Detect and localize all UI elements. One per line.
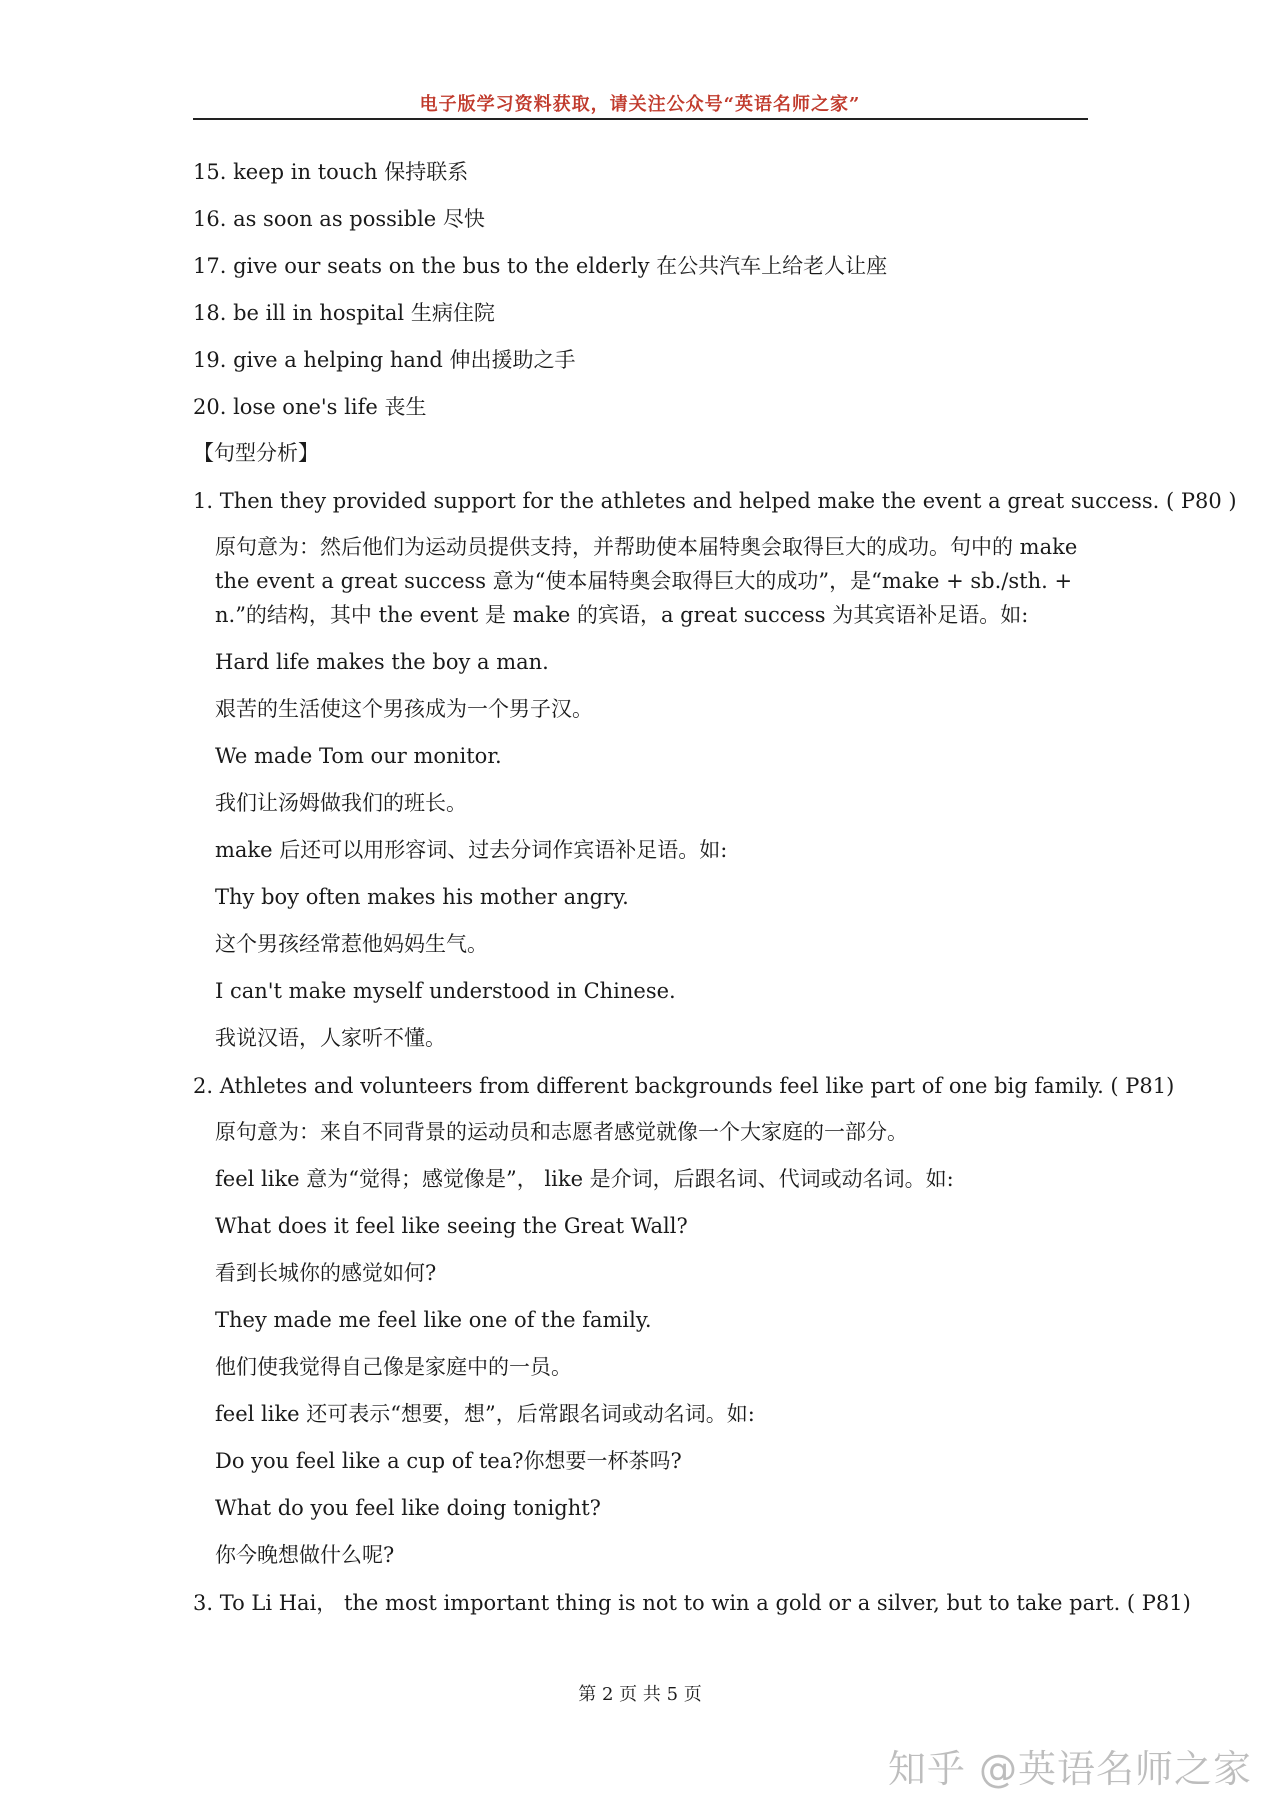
page-header-notice: 电子版学习资料获取，请关注公众号“英语名师之家”	[419, 94, 861, 115]
example-en: I can't make myself understood in Chinese.	[215, 979, 676, 1003]
phrase-item: 20. lose one's life 丧生	[193, 395, 427, 419]
phrase-item: 17. give our seats on the bus to the elderly 在公共汽车上给老人让座	[193, 254, 888, 278]
sentence-2-explanation: 原句意为：来自不同背景的运动员和志愿者感觉就像一个大家庭的一部分。	[215, 1120, 908, 1144]
phrase-item: 18. be ill in hospital 生病住院	[193, 301, 495, 325]
sentence-1-explanation: 原句意为：然后他们为运动员提供支持，并帮助使本届特奥会取得巨大的成功。句中的 make the event a great success 意为“使本届特奥会取得巨大的成功”，是“make + sb./sth. + n.”的结构，其中 the event 是 make 的宾语，a great success 为其宾语补足语。如:	[215, 535, 1078, 627]
example-zh: 我们让汤姆做我们的班长。	[215, 791, 467, 815]
example-en: They made me feel like one of the family.	[215, 1308, 652, 1332]
sentence-1: 1. Then they provided support for the athletes and helped make the event a great success. ( P80 )	[193, 489, 1237, 513]
section-title: 【句型分析】	[193, 441, 319, 465]
grammar-note: feel like 意为“觉得；感觉像是”， like 是介词，后跟名词、代词或动名词。如:	[215, 1167, 954, 1191]
example-zh: 我说汉语，人家听不懂。	[215, 1026, 446, 1050]
grammar-note: feel like 还可表示“想要，想”，后常跟名词或动名词。如:	[215, 1402, 755, 1426]
phrase-item: 15. keep in touch 保持联系	[193, 160, 469, 184]
example-en: Thy boy often makes his mother angry.	[215, 885, 629, 909]
example-en: We made Tom our monitor.	[215, 744, 502, 768]
example-en: What does it feel like seeing the Great Wall?	[215, 1214, 688, 1238]
example-mixed: Do you feel like a cup of tea?你想要一杯茶吗?	[215, 1449, 682, 1473]
grammar-note: make 后还可以用形容词、过去分词作宾语补足语。如:	[215, 838, 728, 862]
page-number: 第 2 页 共 5 页	[578, 1684, 702, 1705]
example-zh: 看到长城你的感觉如何?	[215, 1261, 437, 1285]
example-zh: 你今晚想做什么呢?	[215, 1543, 395, 1567]
phrase-item: 16. as soon as possible 尽快	[193, 207, 485, 231]
example-en: Hard life makes the boy a man.	[215, 650, 549, 674]
example-zh: 他们使我觉得自己像是家庭中的一员。	[215, 1355, 572, 1379]
example-en: What do you feel like doing tonight?	[215, 1496, 601, 1520]
header-divider	[193, 118, 1088, 120]
example-zh: 这个男孩经常惹他妈妈生气。	[215, 932, 488, 956]
zhihu-watermark: 知乎 @英语名师之家	[887, 1747, 1252, 1791]
sentence-3: 3. To Li Hai， the most important thing is not to win a gold or a silver, but to take part. ( P81)	[193, 1591, 1191, 1615]
example-zh: 艰苦的生活使这个男孩成为一个男子汉。	[215, 697, 593, 721]
sentence-2: 2. Athletes and volunteers from different backgrounds feel like part of one big family. ( P81)	[193, 1074, 1175, 1098]
phrase-item: 19. give a helping hand 伸出援助之手	[193, 348, 576, 372]
